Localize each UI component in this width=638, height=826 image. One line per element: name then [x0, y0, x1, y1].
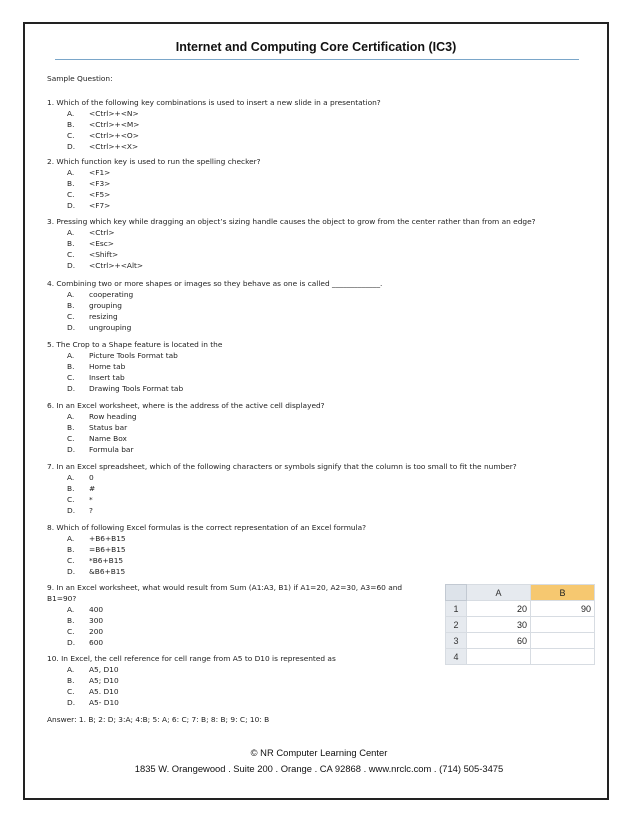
answer-option — [67, 664, 119, 675]
option-text: 600 — [89, 638, 104, 647]
option-letter: C. — [67, 434, 75, 443]
option-text: <Ctrl>+<X> — [89, 142, 139, 151]
excel-row-header: 3 — [446, 633, 467, 649]
option-text: 200 — [89, 627, 104, 636]
answer-option — [67, 675, 119, 686]
excel-cell: 60 — [467, 633, 531, 649]
option-letter: A. — [67, 473, 75, 482]
option-letter: C. — [67, 627, 75, 636]
option-text: A5, D10 — [89, 665, 119, 674]
answer-option — [67, 422, 127, 433]
option-text: *B6+B15 — [89, 556, 124, 565]
question-text: 6. In an Excel worksheet, where is the address of the active cell displayed? — [47, 401, 325, 410]
option-text: Formula bar — [89, 445, 134, 454]
option-text: <Ctrl>+<M> — [89, 120, 140, 129]
answer-option — [67, 697, 119, 708]
option-letter: B. — [67, 423, 75, 432]
option-text: grouping — [89, 301, 122, 310]
option-text: resizing — [89, 312, 118, 321]
option-letter: B. — [67, 545, 75, 554]
excel-row-header: 2 — [446, 617, 467, 633]
excel-row-header: 4 — [446, 649, 467, 665]
option-text: <Esc> — [89, 239, 114, 248]
answer-option — [67, 472, 94, 483]
question-text: 4. Combining two or more shapes or images so they behave as one is called _____________. — [47, 279, 383, 288]
answer-option — [67, 544, 126, 555]
option-text: Name Box — [89, 434, 127, 443]
answer-option — [67, 494, 93, 505]
option-text: <F5> — [89, 190, 111, 199]
question-text: 1. Which of the following key combinations is used to insert a new slide in a presentation? — [47, 98, 381, 107]
excel-cell — [467, 649, 531, 665]
answer-option — [67, 141, 138, 152]
answer-option — [67, 249, 118, 260]
question-text: 8. Which of following Excel formulas is the correct representation of an Excel formula? — [47, 523, 367, 532]
option-text: <F1> — [89, 168, 111, 177]
option-letter: C. — [67, 495, 75, 504]
answer-option — [67, 686, 119, 697]
option-text: Picture Tools Format tab — [89, 351, 178, 360]
excel-corner — [446, 585, 467, 601]
answer-option — [67, 483, 95, 494]
option-letter: B. — [67, 120, 75, 129]
option-letter: C. — [67, 312, 75, 321]
option-letter: A. — [67, 665, 75, 674]
option-letter: B. — [67, 362, 75, 371]
option-letter: D. — [67, 201, 76, 210]
answer-option — [67, 626, 103, 637]
option-text: * — [89, 495, 93, 504]
option-letter: B. — [67, 616, 75, 625]
answer-option — [67, 227, 115, 238]
excel-cell: 30 — [467, 617, 531, 633]
option-letter: D. — [67, 638, 76, 647]
intro-text: Sample Question: — [47, 74, 113, 83]
excel-cell — [531, 649, 595, 665]
answer-option — [67, 189, 110, 200]
answer-option — [67, 311, 118, 322]
option-letter: D. — [67, 567, 76, 576]
option-text: <Ctrl>+<N> — [89, 109, 139, 118]
question-text-continued: B1=90? — [47, 594, 77, 603]
answer-option — [67, 350, 178, 361]
question-text: 7. In an Excel spreadsheet, which of the following characters or symbols signify that the column is too small to fit the number? — [47, 462, 517, 471]
question-text: 3. Pressing which key while dragging an object’s sizing handle causes the object to grow from the center rather than from an edge? — [47, 217, 536, 226]
answer-option — [67, 555, 123, 566]
question-text: 5. The Crop to a Shape feature is located in the — [47, 340, 223, 349]
question-text: 9. In an Excel worksheet, what would result from Sum (A1:A3, B1) if A1=20, A2=30, A3=60 and — [47, 583, 403, 592]
excel-column-header-selected: B — [531, 585, 595, 601]
answer-option — [67, 300, 122, 311]
option-letter: C. — [67, 250, 75, 259]
option-text: cooperating — [89, 290, 134, 299]
option-letter: C. — [67, 687, 75, 696]
option-letter: A. — [67, 605, 75, 614]
option-letter: D. — [67, 261, 76, 270]
option-text: ungrouping — [89, 323, 132, 332]
option-text: Drawing Tools Format tab — [89, 384, 184, 393]
option-text: =B6+B15 — [89, 545, 126, 554]
option-letter: A. — [67, 228, 75, 237]
answer-option — [67, 108, 139, 119]
excel-cell — [531, 617, 595, 633]
option-letter: A. — [67, 168, 75, 177]
excel-column-header: A — [467, 585, 531, 601]
option-text: 0 — [89, 473, 94, 482]
answer-option — [67, 604, 103, 615]
option-letter: D. — [67, 142, 76, 151]
option-text: <F7> — [89, 201, 111, 210]
answer-option — [67, 637, 103, 648]
answer-option — [67, 130, 139, 141]
answer-option — [67, 444, 134, 455]
option-text: A5; D10 — [89, 676, 119, 685]
option-text: <Ctrl> — [89, 228, 115, 237]
excel-snippet — [445, 584, 595, 661]
option-text: A5. D10 — [89, 687, 119, 696]
excel-row-header: 1 — [446, 601, 467, 617]
option-text: # — [89, 484, 96, 493]
option-letter: D. — [67, 445, 76, 454]
answer-option — [67, 566, 125, 577]
excel-cell: 90 — [531, 601, 595, 617]
option-text: A5- D10 — [89, 698, 119, 707]
answer-option — [67, 322, 131, 333]
option-letter: B. — [67, 301, 75, 310]
answer-option — [67, 289, 133, 300]
answer-key: Answer: 1. B; 2: D; 3:A; 4:B; 5: A; 6: C; 7: B; 8: B; 9: C; 10: B — [47, 715, 270, 724]
option-letter: D. — [67, 323, 76, 332]
option-letter: C. — [67, 556, 75, 565]
option-text: +B6+B15 — [89, 534, 126, 543]
option-text: <Ctrl>+<O> — [89, 131, 139, 140]
answer-option — [67, 433, 127, 444]
excel-cell — [531, 633, 595, 649]
answer-option — [67, 505, 93, 516]
option-text: 400 — [89, 605, 104, 614]
option-letter: A. — [67, 109, 75, 118]
option-letter: D. — [67, 698, 76, 707]
option-text: ? — [89, 506, 93, 515]
option-letter: C. — [67, 131, 75, 140]
answer-option — [67, 260, 143, 271]
option-text: 300 — [89, 616, 104, 625]
excel-cell: 20 — [467, 601, 531, 617]
answer-option — [67, 361, 125, 372]
option-letter: B. — [67, 676, 75, 685]
option-letter: C. — [67, 190, 75, 199]
option-text: Home tab — [89, 362, 126, 371]
answer-option — [67, 411, 137, 422]
option-text: Insert tab — [89, 373, 125, 382]
answer-option — [67, 200, 110, 211]
question-text: 10. In Excel, the cell reference for cell range from A5 to D10 is represented as — [47, 654, 336, 663]
answer-option — [67, 119, 140, 130]
option-letter: C. — [67, 373, 75, 382]
option-letter: B. — [67, 484, 75, 493]
page-title: Internet and Computing Core Certification (IC3) — [175, 40, 457, 54]
option-text: <F3> — [89, 179, 111, 188]
option-letter: A. — [67, 290, 75, 299]
answer-option — [67, 238, 114, 249]
answer-option — [67, 178, 110, 189]
answer-option — [67, 167, 110, 178]
question-text: 2. Which function key is used to run the spelling checker? — [47, 157, 261, 166]
option-letter: D. — [67, 384, 76, 393]
option-text: &B6+B15 — [89, 567, 126, 576]
answer-option — [67, 533, 126, 544]
option-letter: B. — [67, 239, 75, 248]
option-letter: A. — [67, 351, 75, 360]
footer-address: 1835 W. Orangewood . Suite 200 . Orange . CA 92868 . www.nrclc.com . (714) 505-3475 — [134, 763, 504, 774]
option-letter: B. — [67, 179, 75, 188]
answer-option — [67, 615, 103, 626]
option-text: <Shift> — [89, 250, 119, 259]
option-text: Row heading — [89, 412, 137, 421]
footer-copyright: © NR Computer Learning Center — [250, 747, 388, 758]
answer-option — [67, 372, 125, 383]
title-divider — [55, 59, 579, 60]
option-text: Status bar — [89, 423, 128, 432]
option-letter: D. — [67, 506, 76, 515]
excel-grid — [445, 584, 595, 665]
option-letter: A. — [67, 534, 75, 543]
option-letter: A. — [67, 412, 75, 421]
answer-option — [67, 383, 183, 394]
option-text: <Ctrl>+<Alt> — [89, 261, 144, 270]
